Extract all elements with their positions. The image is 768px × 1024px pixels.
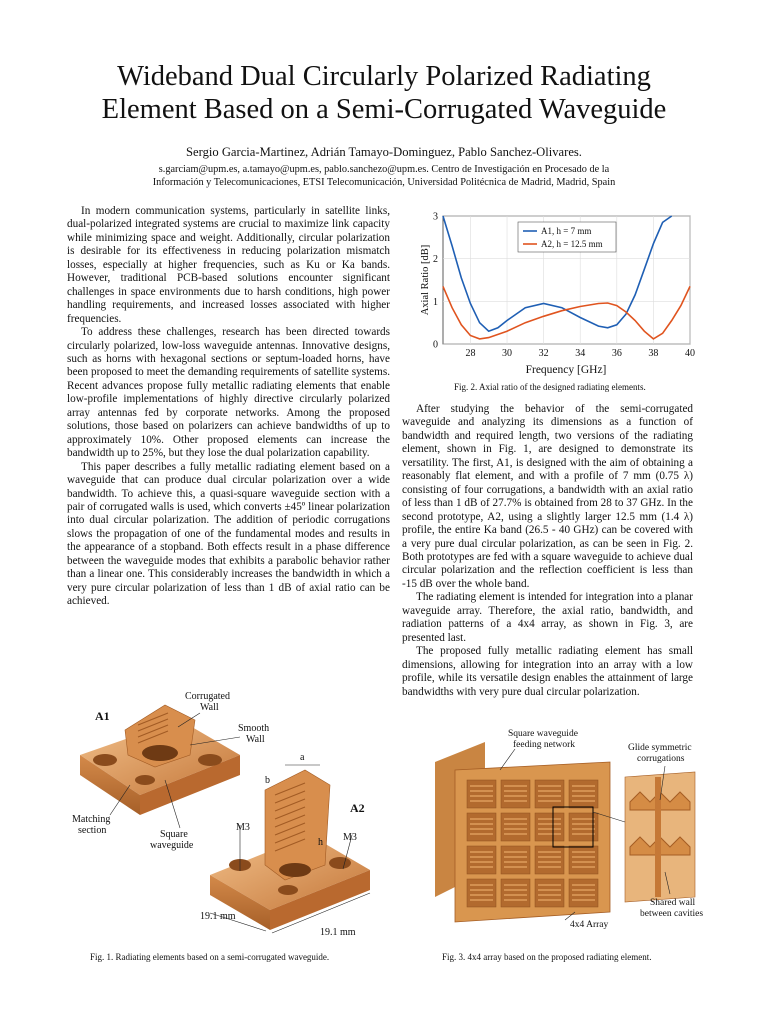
fig1-caption: Fig. 1. Radiating elements based on a semi-corrugated waveguide. <box>90 952 330 962</box>
label-matching-1: Matching <box>72 814 111 825</box>
label-shared-2: between cavities <box>640 909 704 919</box>
x-tick-label: 30 <box>502 348 513 359</box>
label-dim-b: b <box>265 775 270 786</box>
a2-screw-hole <box>329 857 351 869</box>
paragraph: The proposed fully metallic radiating element has small dimensions, allowing for integration into an array with a low profile, while its versatile design enables the attainment of large bandwidths with very pure dual circular polarization. <box>402 645 693 698</box>
array-cell <box>535 780 564 808</box>
left-column-text <box>67 205 390 609</box>
fig3-caption: Fig. 3. 4x4 array based on the proposed radiating element. <box>442 952 652 962</box>
array-cell <box>569 846 598 874</box>
a1-screw-hole <box>93 754 117 766</box>
a1-screw-hole <box>198 754 222 766</box>
x-tick-label: 36 <box>611 348 622 359</box>
label-square-wg-1: Square <box>160 829 188 840</box>
affiliation-line-2: Información y Telecomunicaciones, ETSI Telecomunicación, Universidad Politécnica de Madrid, Madrid, Spain <box>152 176 616 188</box>
label-dim-h: h <box>318 837 323 848</box>
fig3-illustration <box>425 722 725 942</box>
label-m3-right: M3 <box>343 832 357 843</box>
array-block <box>435 742 610 922</box>
label-glide-1: Glide symmetric <box>628 743 692 753</box>
authors: Sergio Garcia-Martinez, Adrián Tamayo-Dominguez, Pablo Sanchez-Olivares. <box>186 145 582 159</box>
y-tick-label: 1 <box>433 296 438 308</box>
array-cell <box>569 780 598 808</box>
array-cell <box>501 813 530 841</box>
label-corrugated-wall-1: Corrugated <box>185 691 230 702</box>
x-tick-label: 38 <box>648 348 659 359</box>
label-a2: A2 <box>350 801 365 815</box>
paper-title-line-2: Element Based on a Semi-Corrugated Waveguide <box>101 94 667 125</box>
array-cell <box>467 846 496 874</box>
paragraph: This paper describes a fully metallic radiating element based on a waveguide that can produce dual circular polarization over a wide bandwidth. To achieve this, a quasi-square waveguide section with a pair of corrugated walls is used, which converts ±45º linear polarization into dual circular polarization. The addition of periodic corrugations slows the propagation of one of the fundamental modes and results in the appearance of a stopband. Both effects result in a phase difference between the waveguide modes that exhibits a parabolic behavior rather than a linear one. This considerably increases the bandwidth in which a very pure circular polarization of less than 1 dB of axial ratio can be achieved. <box>67 460 390 608</box>
array-cell <box>569 813 598 841</box>
paragraph: After studying the behavior of the semi-corrugated waveguide and analyzing its dimensions as a function of bandwidth and required length, two versions of the radiating element, shown in Fig. 1, are designed to demonstrate its versatility. The first, A1, is designed with the aim of obtaining a reasonably flat element, and with a profile of 7 mm (0.75 λ) consisting of four corrugations, a bandwidth with an axial ratio of less than 1 dB of 27.7% is obtained from 28 to 37 GHz. In the second prototype, A2, using a slightly larger 12.5 mm (1.4 λ) profile, the entire Ka band (26.5 - 40 GHz) can be covered with a very pure dual circular polarization, as can be seen in Fig. 2. Both prototypes are fed with a square waveguide to achieve dual circular polarization and the reflection coefficient is less than -15 dB over the whole band. <box>402 403 693 590</box>
label-width-2: 19.1 mm <box>320 927 356 938</box>
label-matching-2: section <box>78 825 107 836</box>
y-tick-label: 0 <box>433 339 438 351</box>
affiliation <box>100 164 668 189</box>
y-axis-label: Axial Ratio [dB] <box>420 244 431 316</box>
y-tick-label: 2 <box>433 254 438 266</box>
y-tick-label: 3 <box>433 211 438 223</box>
paragraph: To address these challenges, research has been directed towards circularly polarized, low-loss waveguide antennas. Innovative designs, such as horns with hexagonal sections or septum-loaded horns, have been proposed to meet the demanding requirements of satellite systems. Recent advances propose fully metallic radiating elements that enable low-profile implementations of highly directive circularly polarized array antennas fed by corporate networks. Among the proposed solutions, those based on polarizers can achieve bandwidths of up to approximately 10%. Other proposed elements can increase the bandwidth up to 25%, but they lose the dual polarization capability. <box>67 326 390 460</box>
paper-title-line-1: Wideband Dual Circularly Polarized Radiating <box>117 61 651 92</box>
x-tick-label: 40 <box>685 348 695 359</box>
legend <box>518 222 616 252</box>
axial-ratio-chart <box>410 205 710 385</box>
fig1-illustration <box>60 685 390 945</box>
array-cell <box>501 780 530 808</box>
array-cell <box>467 813 496 841</box>
label-feed-1: Square waveguide <box>508 729 578 739</box>
label-array: 4x4 Array <box>570 920 609 930</box>
array-cell <box>569 879 598 907</box>
array-cell <box>501 879 530 907</box>
legend-label-a1: A1, h = 7 mm <box>541 226 592 236</box>
affiliation-line-1: s.garciam@upm.es, a.tamayo@upm.es, pablo.sanchezo@upm.es. Centro de Investigación en Procesado de la <box>158 164 610 175</box>
label-dim-a: a <box>300 752 305 763</box>
x-tick-label: 34 <box>575 348 586 359</box>
paragraph: The radiating element is intended for integration into a planar waveguide array. Therefore, the axial ratio, bandwidth, and radiation patterns of a 4x4 array, as shown in Fig. 3, are presented last. <box>402 591 693 644</box>
x-tick-label: 28 <box>465 348 476 359</box>
label-m3-left: M3 <box>236 822 250 833</box>
paper-title <box>40 60 728 126</box>
legend-label-a2: A2, h = 12.5 mm <box>541 239 603 249</box>
label-shared-1: Shared wall <box>650 898 696 908</box>
a2-screw-hole <box>278 885 298 895</box>
array-cell <box>467 780 496 808</box>
array-cell <box>535 879 564 907</box>
zoom-detail <box>625 772 695 902</box>
a1-waveguide-opening <box>142 745 178 761</box>
label-a1: A1 <box>95 709 110 723</box>
a2-element <box>210 770 370 930</box>
x-axis-label: Frequency [GHz] <box>525 364 607 376</box>
label-feed-2: feeding network <box>513 740 575 750</box>
label-smooth-wall-2: Wall <box>246 734 265 745</box>
a2-waveguide-opening <box>279 863 311 877</box>
zoom-wall <box>655 777 661 897</box>
label-corrugated-wall-2: Wall <box>200 702 219 713</box>
array-cell <box>535 813 564 841</box>
label-glide-2: corrugations <box>637 754 685 764</box>
right-column-text <box>402 403 693 699</box>
array-cell <box>467 879 496 907</box>
paragraph: In modern communication systems, particularly in satellite links, dual-polarized integrated systems are crucial to maximize link capacity while minimizing space and weight. Additionally, circular polarization is desirable for its effectiveness in reducing polarization mismatch losses, especially at higher frequencies, such as Ku or Ka bands. However, traditional PCB-based solutions encounter significant challenges in space environments due to harsh conditions, high power handling requirements, and increased losses associated with higher frequencies. <box>67 205 390 325</box>
array-cell <box>501 846 530 874</box>
fig2-caption: Fig. 2. Axial ratio of the designed radiating elements. <box>454 382 646 392</box>
a1-screw-hole <box>135 775 155 785</box>
x-tick-label: 32 <box>538 348 549 359</box>
label-width-1: 19.1 mm <box>200 911 236 922</box>
label-smooth-wall-1: Smooth <box>238 723 270 734</box>
label-square-wg-2: waveguide <box>150 840 194 851</box>
array-cell <box>535 846 564 874</box>
